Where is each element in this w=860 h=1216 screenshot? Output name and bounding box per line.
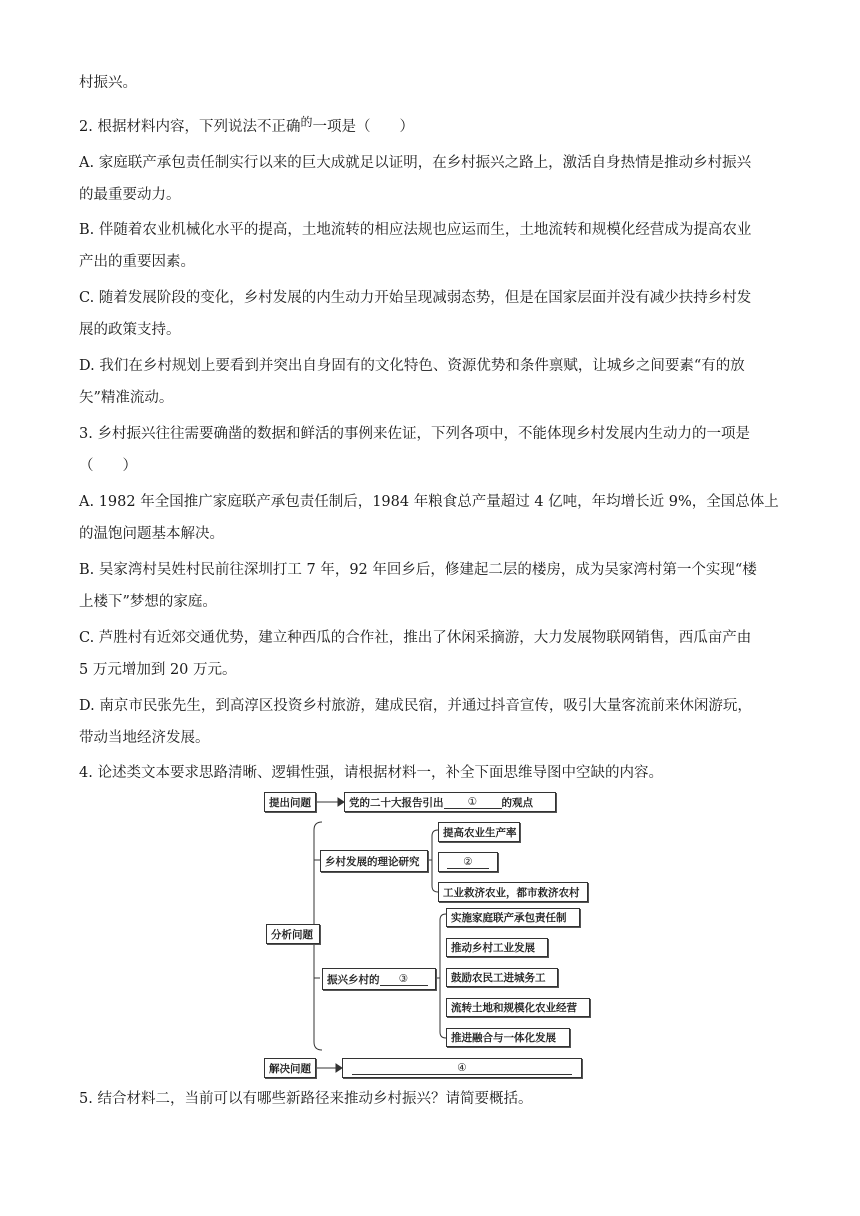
option-2b: B. 伴随着农业机械化水平的提高，土地流转的相应法规也应运而生，土地流转和规模化经营成为提高农业	[79, 222, 752, 238]
option-2d: D. 我们在乡村规划上要看到并突出自身固有的文化特色、资源优势和条件禀赋，让城乡之间要素“有的放	[79, 358, 745, 374]
text-line: 村振兴。	[79, 75, 137, 91]
revive-item-2-label: 推动乡村工业发展	[451, 942, 535, 954]
question-3-paren: （ ）	[79, 458, 137, 474]
option-3c: C. 芦胜村有近郊交通优势，建立种西瓜的合作社，推出了休闲采摘游，大力发展物联网销售，西瓜亩产由	[79, 630, 752, 646]
theory-box	[320, 850, 428, 872]
revive-item-3-label: 鼓励农民工进城务工	[451, 972, 546, 984]
revive-item-5-label: 推进融合与一体化发展	[451, 1032, 556, 1044]
revive-item-1	[446, 908, 580, 927]
question-4-stem: 4. 论述类文本要求思路清晰、逻辑性强，请根据材料一，补全下面思维导图中空缺的内容。	[79, 765, 663, 781]
blank-1: ①	[444, 796, 502, 809]
option-3d-cont: 带动当地经济发展。	[79, 730, 210, 746]
solve-content-box	[342, 1058, 582, 1078]
theory-item-1-label: 提高农业生产率	[443, 826, 517, 839]
revive-box	[322, 968, 436, 990]
q2-text-b: 一项是（ ）	[312, 119, 414, 135]
theory-item-3-label: 工业救济农业，都市救济农村	[443, 886, 580, 899]
solve-question-box	[264, 1058, 316, 1078]
revive-item-4-label: 流转土地和规模化农业经营	[451, 1002, 577, 1014]
option-2b-cont: 产出的重要因素。	[79, 254, 195, 270]
theory-label: 乡村发展的理论研究	[325, 855, 420, 868]
mind-map	[264, 786, 594, 1082]
revive-item-3	[446, 968, 558, 987]
option-3a-cont: 的温饱问题基本解决。	[79, 526, 224, 542]
option-2c-cont: 展的政策支持。	[79, 322, 181, 338]
option-2d-cont: 矢”精准流动。	[79, 390, 174, 406]
question-2-stem	[79, 115, 414, 136]
q2-sup: 的	[300, 115, 313, 129]
revive-item-2	[446, 938, 548, 957]
solve-question-label: 解决问题	[269, 1062, 311, 1075]
theory-item-2	[438, 852, 498, 872]
raise-content-pre: 党的二十大报告引出	[349, 796, 444, 809]
option-3d: D. 南京市民张先生，到高淳区投资乡村旅游，建成民宿，并通过抖音宣传，吸引大量客流前来休闲游玩，	[79, 698, 752, 714]
raise-content-box	[344, 792, 556, 812]
option-2a-cont: 的最重要动力。	[79, 187, 181, 203]
q2-text-a: 2. 根据材料内容，下列说法不正确	[79, 119, 301, 135]
analyze-question-box	[266, 924, 320, 944]
theory-item-1	[438, 822, 520, 842]
question-3-stem: 3. 乡村振兴往往需要确凿的数据和鲜活的事例来佐证，下列各项中，不能体现乡村发展内生动力的一项是	[79, 426, 750, 442]
raise-content-post: 的观点	[501, 796, 533, 809]
option-3b-cont: 上楼下”梦想的家庭。	[79, 594, 217, 610]
raise-question-label: 提出问题	[269, 796, 311, 809]
revive-item-4	[446, 998, 590, 1017]
theory-item-3	[438, 882, 588, 902]
option-3b: B. 吴家湾村吴姓村民前往深圳打工 7 年，92 年回乡后，修建起二层的楼房，成为吴家湾村第一个实现“楼	[79, 562, 757, 578]
raise-question-box	[264, 792, 316, 812]
option-2a: A. 家庭联产承包责任制实行以来的巨大成就足以证明，在乡村振兴之路上，激活自身热情是推动乡村振兴	[79, 155, 752, 171]
revive-label: 振兴乡村的	[327, 973, 380, 986]
question-5-stem: 5. 结合材料二，当前可以有哪些新路径来推动乡村振兴？请简要概括。	[79, 1091, 533, 1107]
blank-4: ④	[352, 1062, 572, 1075]
analyze-question-label: 分析问题	[271, 928, 313, 941]
revive-item-1-label: 实施家庭联产承包责任制	[451, 912, 567, 924]
blank-2: ②	[447, 856, 489, 869]
blank-3: ③	[380, 973, 428, 986]
option-2c: C. 随着发展阶段的变化，乡村发展的内生动力开始呈现减弱态势，但是在国家层面并没有减少扶持乡村发	[79, 290, 752, 306]
option-3a: A. 1982 年全国推广家庭联产承包责任制后，1984 年粮食总产量超过 4 亿吨，年均增长近 9%，全国总体上	[79, 494, 779, 510]
option-3c-cont: 5 万元增加到 20 万元。	[79, 662, 237, 678]
revive-item-5	[446, 1028, 570, 1047]
